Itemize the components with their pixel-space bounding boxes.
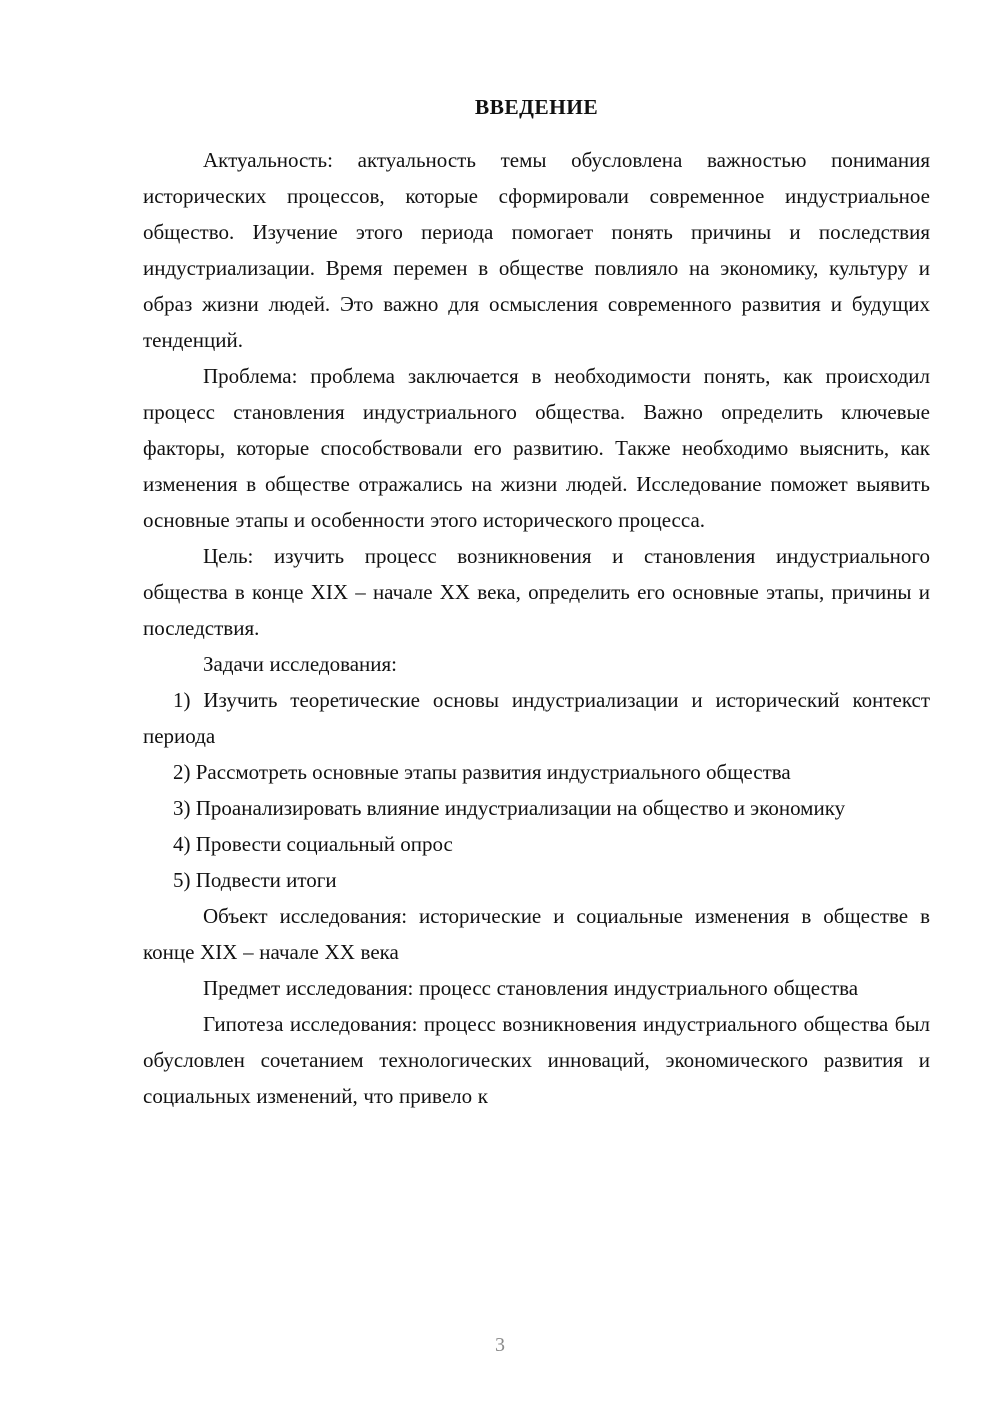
- list-item: 4) Провести социальный опрос: [173, 832, 453, 856]
- paragraph-hypothesis: Гипотеза исследования: процесс возникновения индустриального общества был обусловлен сочетанием технологических инноваций, экономического развития и социальных изменений, что привело к: [143, 1012, 930, 1108]
- tasks-heading: Задачи исследования:: [203, 652, 397, 676]
- document-body: [143, 92, 930, 1114]
- list-item: 2) Рассмотреть основные этапы развития индустриального общества: [173, 760, 791, 784]
- paragraph-relevance: Актуальность: актуальность темы обусловлена важностью понимания исторических процессов, которые сформировали современное индустриальное общество. Изучение этого периода помогает понять причины и последствия индустриализации. Время перемен в обществе повлияло на экономику, культуру и образ жизни людей. Это важно для осмысления современного развития и будущих тенденций.: [143, 148, 930, 352]
- page-title: ВВЕДЕНИЕ: [474, 95, 599, 119]
- paragraph-problem: Проблема: проблема заключается в необходимости понять, как происходил процесс становления индустриального общества. Важно определить ключевые факторы, которые способствовали его развитию. Также необходимо выяснить, как изменения в обществе отражались на жизни людей. Исследование поможет выявить основные этапы и особенности этого исторического процесса.: [143, 364, 930, 532]
- page-number: 3: [495, 1334, 505, 1356]
- paragraph-object: Объект исследования: исторические и социальные изменения в обществе в конце XIX – начале XX века: [143, 904, 930, 964]
- paragraph-goal: Цель: изучить процесс возникновения и становления индустриального общества в конце XIX – начале XX века, определить его основные этапы, причины и последствия.: [143, 544, 930, 640]
- list-item: 5) Подвести итоги: [173, 868, 337, 892]
- paragraph-subject: Предмет исследования: процесс становления индустриального общества: [203, 976, 859, 1000]
- list-item: 1) Изучить теоретические основы индустриализации и исторический контекст периода: [143, 688, 930, 748]
- list-item: 3) Проанализировать влияние индустриализации на общество и экономику: [173, 796, 846, 820]
